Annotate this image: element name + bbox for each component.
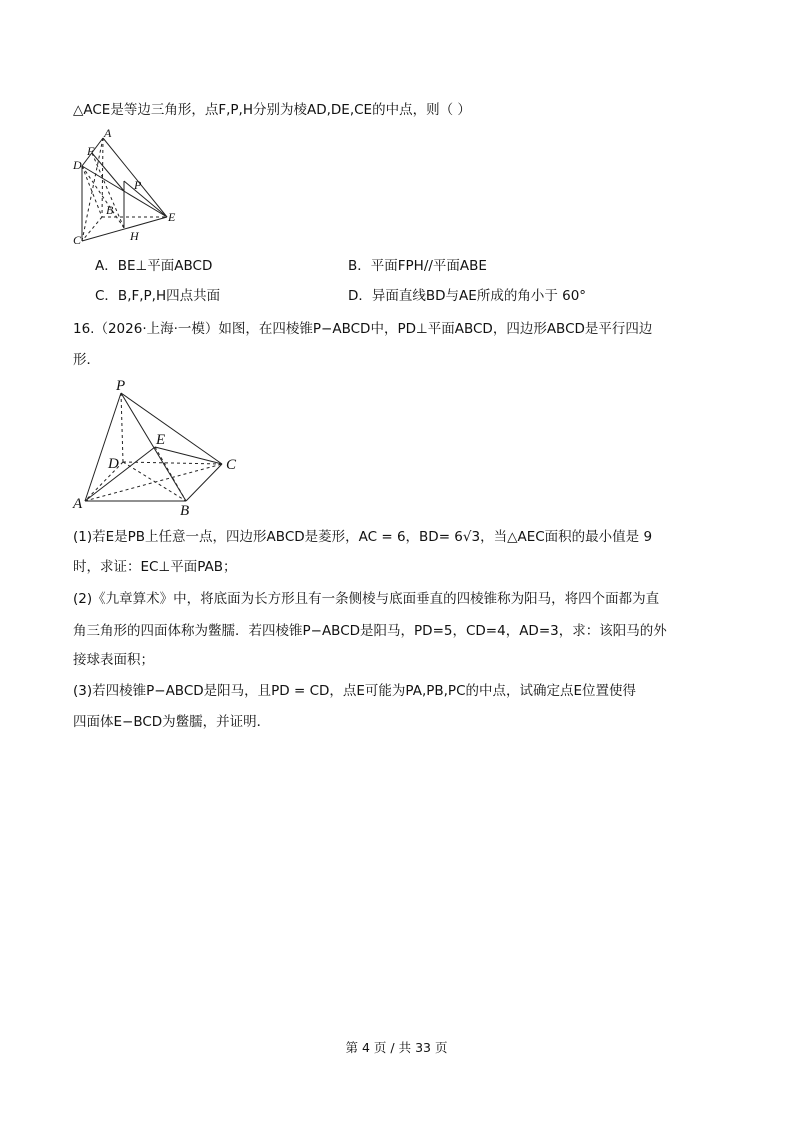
q16-stem: 16.（2026·上海·一模）如图，在四棱锥P−ABCD中，PD⊥平面ABCD，四边形ABCD是平行四边	[73, 321, 653, 337]
label-D2: D	[108, 456, 119, 472]
label-A2: A	[73, 496, 83, 512]
label-A: A	[104, 126, 112, 140]
label-P2: P	[116, 378, 126, 394]
label-C2: C	[226, 457, 237, 473]
label-P: P	[134, 178, 142, 192]
q16-part3: (3)若四棱锥P−ABCD是阳马，且PD = CD，点E可能为PA,PB,PC的中点，试确定点E位置使得	[73, 683, 637, 699]
q16-part2-cont: 角三角形的四面体称为鳖臑．若四棱锥P−ABCD是阳马，PD=5，CD=4，AD=3，求：该阳马的外	[73, 623, 667, 639]
q16-part2: (2)《九章算术》中，将底面为长方形且有一条侧棱与底面垂直的四棱锥称为阳马，将四个面都为直	[73, 591, 660, 607]
q15-stem: △ACE是等边三角形，点F,P,H分别为棱AD,DE,CE的中点，则（ ）	[73, 102, 471, 118]
label-E: E	[168, 210, 176, 224]
label-H: H	[130, 229, 139, 243]
q16-part3-cont: 四面体E−BCD为鳖臑，并证明．	[73, 714, 271, 730]
q16-part2-cont2: 接球表面积；	[73, 652, 154, 668]
q15-figure	[82, 138, 167, 241]
option-d: D．异面直线BD与AE所成的角小于 60°	[348, 288, 587, 304]
q16-stem-cont: 形．	[73, 352, 100, 368]
option-a: A．BE⊥平面ABCD	[95, 258, 213, 274]
label-B: B	[106, 203, 114, 217]
q16-part1-cont: 时，求证：EC⊥平面PAB；	[73, 559, 237, 575]
label-C: C	[73, 233, 82, 247]
option-c: C．B,F,P,H四点共面	[95, 288, 221, 304]
label-D: D	[73, 158, 82, 172]
q16-part1: (1)若E是PB上任意一点，四边形ABCD是菱形，AC = 6，BD= 6√3，当△AEC面积的最小值是 9	[73, 529, 653, 545]
q16-figure	[85, 393, 222, 501]
label-F: F	[87, 144, 95, 158]
label-E2: E	[156, 432, 166, 448]
option-b: B．平面FPH//平面ABE	[348, 258, 487, 274]
page-footer: 第 4 页 / 共 33 页	[345, 1040, 448, 1055]
label-B2: B	[180, 503, 190, 519]
